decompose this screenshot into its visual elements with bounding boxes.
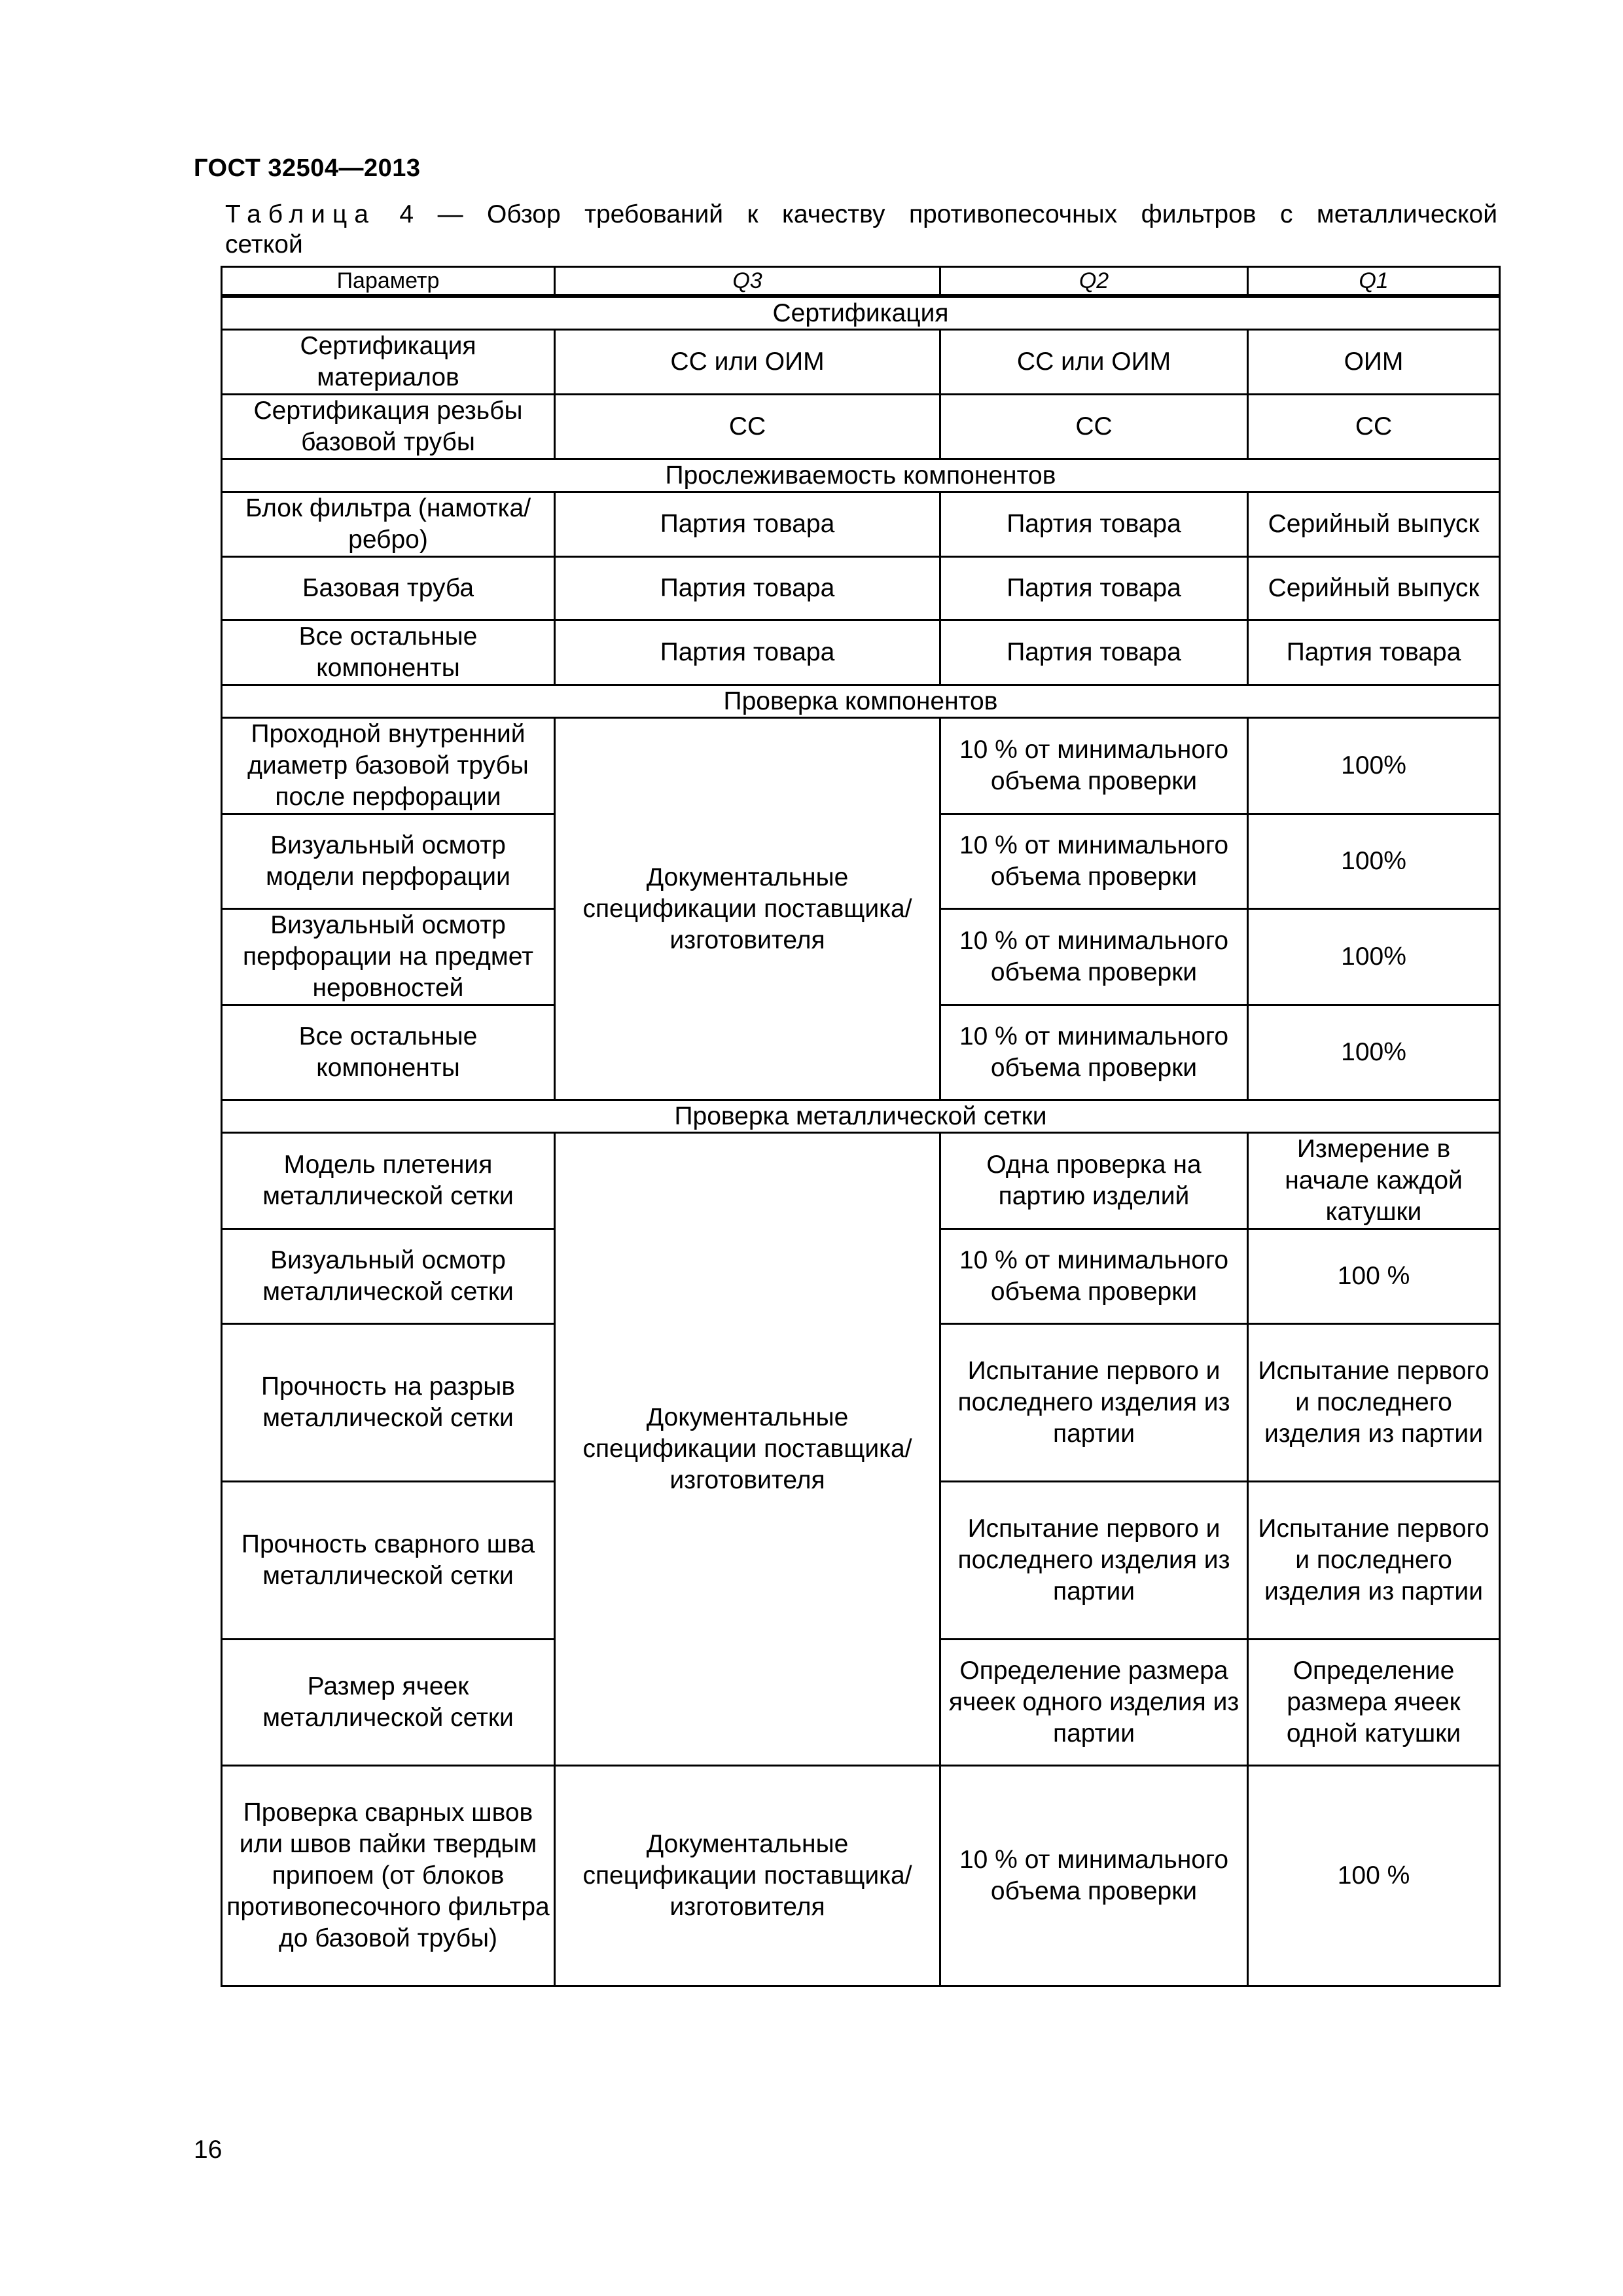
table-row — [222, 492, 1500, 557]
table-header-row — [222, 267, 1500, 295]
section-row — [222, 459, 1500, 492]
section-mesh-check: Проверка металлической сетки — [222, 1100, 1500, 1133]
q3-cell: Документальные спецификации поставщика/ изготовителя — [555, 1766, 940, 1986]
table-caption-label: Таблица — [225, 200, 376, 228]
q2-cell: 10 % от минимального объема проверки — [940, 1005, 1248, 1100]
param-cell: Проходной внутренний диаметр базовой трубы после перфорации — [222, 718, 555, 814]
param-cell: Сертификация материалов — [222, 330, 555, 395]
q1-cell: СС — [1248, 395, 1500, 459]
header-q2: Q2 — [940, 267, 1248, 295]
standard-code: ГОСТ 32504—2013 — [194, 154, 421, 182]
param-cell: Визуальный осмотр перфорации на предмет неровностей — [222, 909, 555, 1005]
param-cell: Базовая труба — [222, 557, 555, 620]
q2-cell: Испытание первого и последнего изделия из партии — [940, 1324, 1248, 1482]
q2-cell: 10 % от минимального объема проверки — [940, 909, 1248, 1005]
param-cell: Визуальный осмотр модели перфорации — [222, 814, 555, 909]
q2-cell: СС — [940, 395, 1248, 459]
param-cell: Прочность сварного шва металлической сетки — [222, 1482, 555, 1640]
q2-cell: Партия товара — [940, 557, 1248, 620]
q1-cell: 100% — [1248, 718, 1500, 814]
param-cell: Прочность на разрыв металлической сетки — [222, 1324, 555, 1482]
table-row — [222, 330, 1500, 395]
q2-cell: 10 % от минимального объема проверки — [940, 1229, 1248, 1324]
q1-cell: 100% — [1248, 909, 1500, 1005]
q2-cell: Определение размера ячеек одного изделия из партии — [940, 1640, 1248, 1766]
param-cell: Размер ячеек металлической сетки — [222, 1640, 555, 1766]
q3-cell: СС или ОИМ — [555, 330, 940, 395]
table-caption-number: 4 — [399, 200, 414, 228]
param-cell: Визуальный осмотр металлической сетки — [222, 1229, 555, 1324]
requirements-table — [221, 266, 1501, 1987]
header-q1: Q1 — [1248, 267, 1500, 295]
q2-cell: Партия товара — [940, 620, 1248, 685]
q1-cell: Измерение в начале каждой катушки — [1248, 1133, 1500, 1229]
q3-cell: Партия товара — [555, 620, 940, 685]
q1-cell: 100 % — [1248, 1229, 1500, 1324]
q1-cell: Испытание первого и последнего изделия из партии — [1248, 1482, 1500, 1640]
q3-cell: СС — [555, 395, 940, 459]
section-row — [222, 1100, 1500, 1133]
q1-cell: 100 % — [1248, 1766, 1500, 1986]
q2-cell: 10 % от минимального объема проверки — [940, 814, 1248, 909]
section-row — [222, 685, 1500, 718]
table-row — [222, 395, 1500, 459]
param-cell: Сертификация резьбы базовой трубы — [222, 395, 555, 459]
param-cell: Модель плетения металлической сетки — [222, 1133, 555, 1229]
q3-cell: Партия товара — [555, 557, 940, 620]
q2-cell: Партия товара — [940, 492, 1248, 557]
q2-cell: 10 % от минимального объема проверки — [940, 1766, 1248, 1986]
q3-cell: Документальные спецификации поставщика/ изготовителя — [555, 718, 940, 1100]
q1-cell: ОИМ — [1248, 330, 1500, 395]
param-cell: Проверка сварных швов или швов пайки твердым припоем (от блоков противопесочного фильтра до базовой трубы) — [222, 1766, 555, 1986]
section-traceability: Прослеживаемость компонентов — [222, 459, 1500, 492]
param-cell: Блок фильтра (намотка/ребро) — [222, 492, 555, 557]
table-row — [222, 1766, 1500, 1986]
table-row — [222, 1133, 1500, 1229]
q1-cell: Определение размера ячеек одной катушки — [1248, 1640, 1500, 1766]
q1-cell: 100% — [1248, 814, 1500, 909]
param-cell: Все остальные компоненты — [222, 1005, 555, 1100]
q3-cell: Партия товара — [555, 492, 940, 557]
q1-cell: Серийный выпуск — [1248, 557, 1500, 620]
table-row — [222, 620, 1500, 685]
param-cell: Все остальные компоненты — [222, 620, 555, 685]
q2-cell: Испытание первого и последнего изделия из партии — [940, 1482, 1248, 1640]
table-row — [222, 718, 1500, 814]
table-row — [222, 557, 1500, 620]
section-component-check: Проверка компонентов — [222, 685, 1500, 718]
section-row — [222, 297, 1500, 330]
header-parameter: Параметр — [222, 267, 555, 295]
q2-cell: 10 % от минимального объема проверки — [940, 718, 1248, 814]
q1-cell: Испытание первого и последнего изделия из партии — [1248, 1324, 1500, 1482]
q1-cell: Серийный выпуск — [1248, 492, 1500, 557]
section-certification: Сертификация — [222, 297, 1500, 330]
table-caption — [225, 200, 1497, 229]
q3-cell: Документальные спецификации поставщика/ изготовителя — [555, 1133, 940, 1766]
table-caption-title: Обзор требований к качеству противопесочных фильтров с металлической — [487, 200, 1498, 228]
header-q3: Q3 — [555, 267, 940, 295]
table-caption-continuation: сеткой — [225, 230, 303, 259]
page-number: 16 — [194, 2136, 223, 2164]
table-caption-dash: — — [437, 200, 463, 228]
q1-cell: 100% — [1248, 1005, 1500, 1100]
q2-cell: Одна проверка на партию изделий — [940, 1133, 1248, 1229]
q1-cell: Партия товара — [1248, 620, 1500, 685]
q2-cell: СС или ОИМ — [940, 330, 1248, 395]
